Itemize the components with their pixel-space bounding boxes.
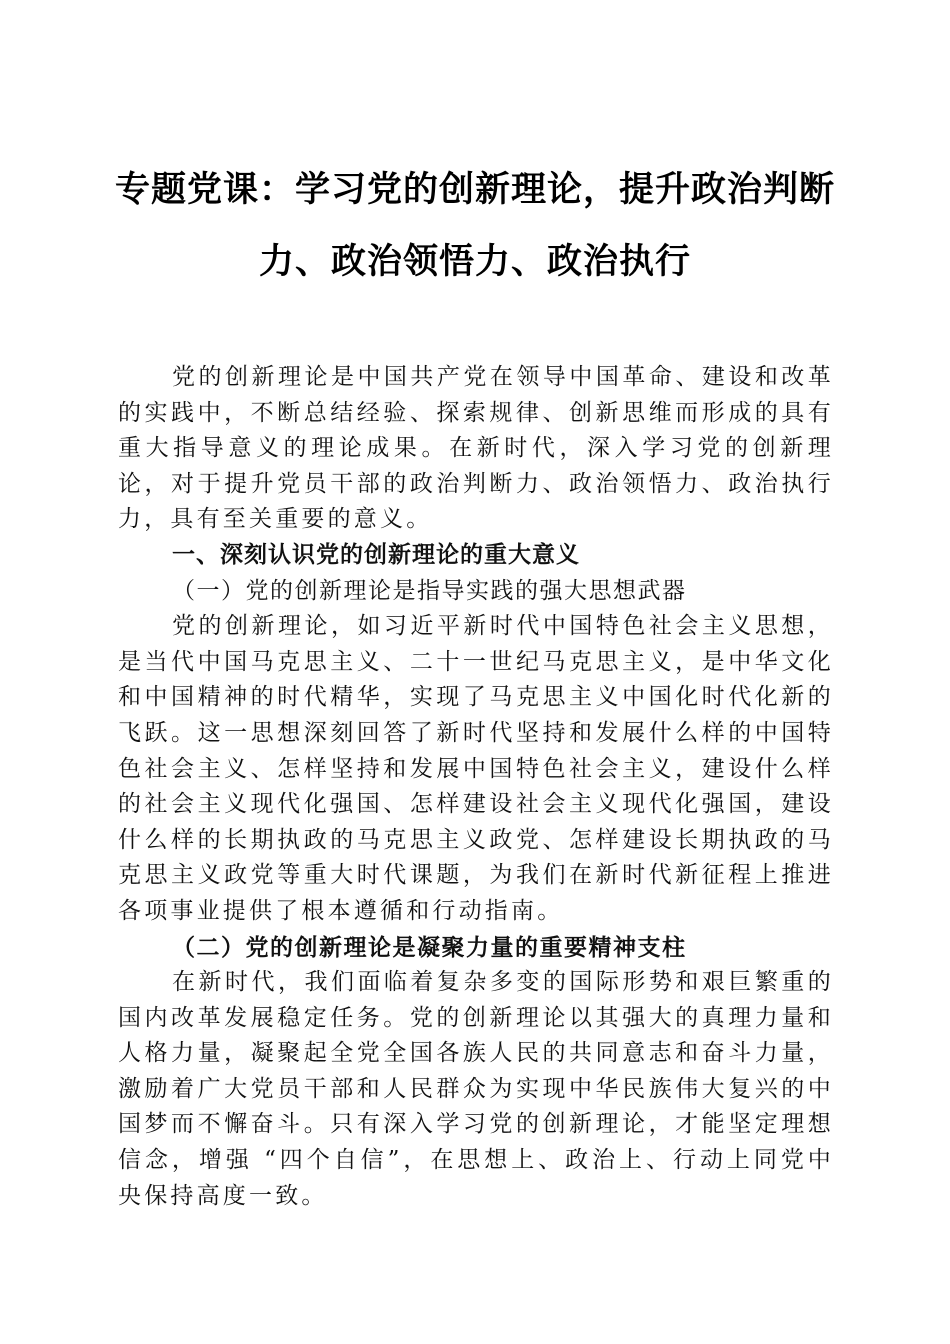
document-title-line-1: 专题党课：学习党的创新理论，提升政治判断 [114,169,835,210]
intro-paragraph: 党的创新理论是中国共产党在领导中国革命、建设和改革的实践中，不断总结经验、探索规律、创新思维而形成的具有重大指导意义的理论成果。在新时代，深入学习党的创新理论，对于提升党员干部的政治判断力、政治领悟力、政治执行力，具有至关重要的意义。 [118,364,834,533]
body-paragraph-1: 党的创新理论，如习近平新时代中国特色社会主义思想，是当代中国马克思主义、二十一世纪马克思主义，是中华文化和中国精神的时代精华，实现了马克思主义中国化时代化新的飞跃。这一思想深刻回答了新时代坚持和发展什么样的中国特色社会主义、怎样坚持和发展中国特色社会主义，建设什么样的社会主义现代化强国、怎样建设社会主义现代化强国，建设什么样的长期执政的马克思主义政党、怎样建设长期执政的马克思主义政党等重大时代课题，为我们在新时代新征程上推进各项事业提供了根本遵循和行动指南。 [118,613,834,924]
document-body [118,360,834,1214]
subsection-heading-1: （一）党的创新理论是指导实践的强大思想武器 [172,577,687,604]
body-paragraph-2: 在新时代，我们面临着复杂多变的国际形势和艰巨繁重的国内改革发展稳定任务。党的创新理论以其强大的真理力量和人格力量，凝聚起全党全国各族人民的共同意志和奋斗力量，激励着广大党员干部和人民群众为实现中华民族伟大复兴的中国梦而不懈奋斗。只有深入学习党的创新理论，才能坚定理想信念，增强 “四个自信”，在思想上、政治上、行动上同党中央保持高度一致。 [118,969,834,1209]
document-title-line-2: 力、政治领悟力、政治执行 [258,241,691,282]
subsection-heading-2: （二）党的创新理论是凝聚力量的重要精神支柱 [172,933,687,961]
section-heading-1: 一、深刻认识党的创新理论的重大意义 [172,541,580,568]
